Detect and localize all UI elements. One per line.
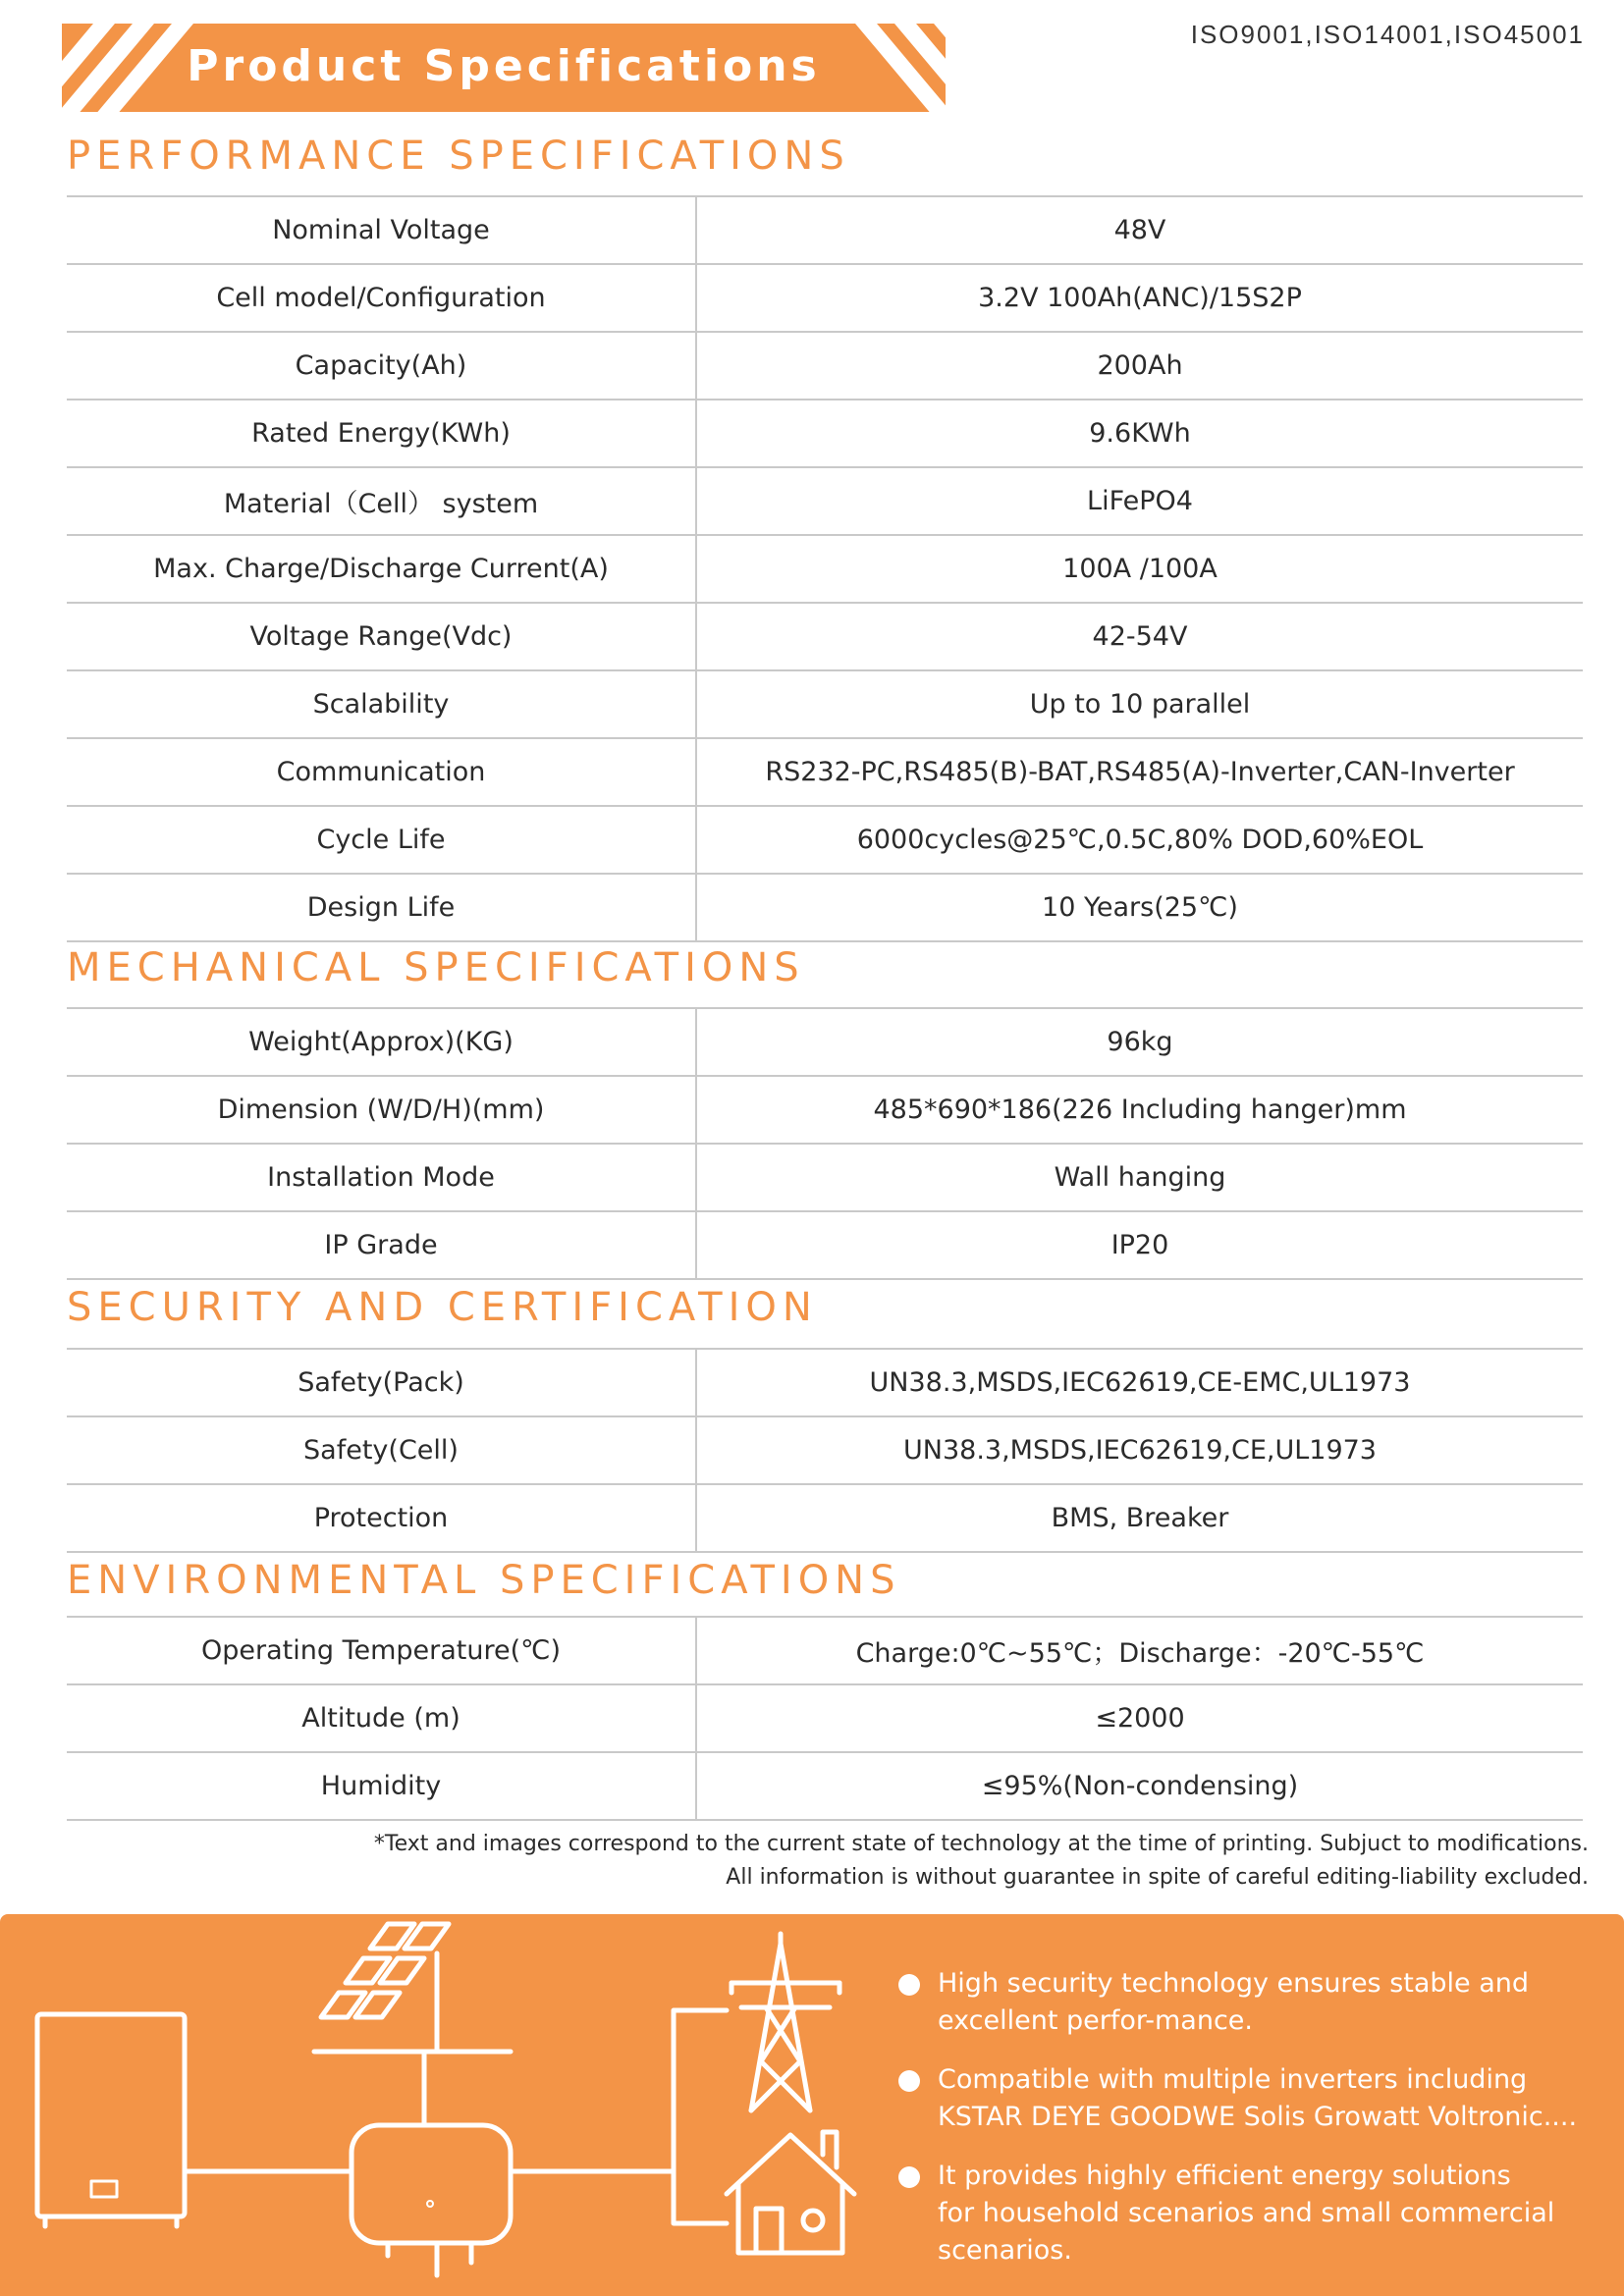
table-row (67, 1684, 1583, 1752)
table-row (67, 806, 1583, 874)
table-row (67, 400, 1583, 467)
table-row (67, 874, 1583, 941)
bullet-icon (898, 1974, 920, 1996)
table-row (67, 1617, 1583, 1684)
house-icon (727, 2132, 854, 2253)
spec-value: 100A /100A (696, 535, 1583, 603)
spec-value: 3.2V 100Ah(ANC)/15S2P (696, 264, 1583, 332)
spec-value: UN38.3,MSDS,IEC62619,CE-EMC,UL1973 (696, 1349, 1583, 1416)
spec-value: BMS, Breaker (696, 1484, 1583, 1552)
spec-value: 96kg (696, 1008, 1583, 1076)
features-list (898, 1965, 1605, 2291)
spec-label: Installation Mode (67, 1144, 696, 1211)
spec-label: Dimension (W/D/H)(mm) (67, 1076, 696, 1144)
power-tower-icon (731, 1934, 839, 2110)
feature-text: It provides highly efficient energy solutions (938, 2161, 1511, 2191)
section-title-security: SECURITY AND CERTIFICATION (67, 1285, 818, 1330)
spec-value: Wall hanging (696, 1144, 1583, 1211)
security-spec-table (67, 1348, 1583, 1553)
list-item (898, 2061, 1605, 2136)
performance-spec-table (67, 195, 1583, 942)
feature-text: KSTAR DEYE GOODWE Solis Growatt Voltronic.... (938, 2102, 1578, 2132)
spec-label: Voltage Range(Vdc) (67, 603, 696, 670)
spec-label: Altitude (m) (67, 1684, 696, 1752)
list-item (898, 2158, 1605, 2269)
spec-label: Cycle Life (67, 806, 696, 874)
disclaimer-line-2: All information is without guarantee in spite of careful editing-liability excluded. (726, 1865, 1589, 1890)
spec-value: Up to 10 parallel (696, 670, 1583, 738)
spec-value: 485*690*186(226 Including hanger)mm (696, 1076, 1583, 1144)
spec-label: Max. Charge/Discharge Current(A) (67, 535, 696, 603)
spec-value: IP20 (696, 1211, 1583, 1279)
spec-value: 10 Years(25℃) (696, 874, 1583, 941)
battery-cabinet-icon (37, 2014, 185, 2226)
spec-label: Cell model/Configuration (67, 264, 696, 332)
table-row (67, 1076, 1583, 1144)
spec-value: 9.6KWh (696, 400, 1583, 467)
table-row (67, 467, 1583, 535)
spec-label: Humidity (67, 1752, 696, 1820)
spec-label: Scalability (67, 670, 696, 738)
solar-panel-icon (314, 1924, 511, 2125)
table-row (67, 738, 1583, 806)
spec-value: ≤2000 (696, 1684, 1583, 1752)
table-row (67, 603, 1583, 670)
spec-label: Material（Cell） system (67, 467, 696, 535)
spec-value: ≤95%(Non-condensing) (696, 1752, 1583, 1820)
inverter-icon (352, 2125, 511, 2275)
bullet-icon (898, 2070, 920, 2092)
feature-text: High security technology ensures stable and (938, 1968, 1530, 1999)
spec-label: Safety(Cell) (67, 1416, 696, 1484)
spec-value: 200Ah (696, 332, 1583, 400)
table-row (67, 332, 1583, 400)
bullet-icon (898, 2166, 920, 2188)
table-row (67, 1484, 1583, 1552)
table-row (67, 264, 1583, 332)
disclaimer-line-1: *Text and images correspond to the current state of technology at the time of printing. Subjuct to modifications. (373, 1832, 1589, 1856)
table-row (67, 1008, 1583, 1076)
spec-value: UN38.3,MSDS,IEC62619,CE,UL1973 (696, 1416, 1583, 1484)
spec-label: IP Grade (67, 1211, 696, 1279)
table-row (67, 1144, 1583, 1211)
spec-label: Weight(Approx)(KG) (67, 1008, 696, 1076)
table-row (67, 196, 1583, 264)
mechanical-spec-table (67, 1007, 1583, 1280)
spec-label: Design Life (67, 874, 696, 941)
spec-value: 42-54V (696, 603, 1583, 670)
feature-text: for household scenarios and small commercial (938, 2198, 1555, 2228)
energy-system-illustration (0, 1914, 884, 2296)
section-title-environmental: ENVIRONMENTAL SPECIFICATIONS (67, 1558, 901, 1603)
spec-label: Nominal Voltage (67, 196, 696, 264)
feature-text: excellent perfor-mance. (938, 2005, 1253, 2036)
spec-value: 48V (696, 196, 1583, 264)
table-row (67, 1349, 1583, 1416)
spec-label: Protection (67, 1484, 696, 1552)
environmental-spec-table (67, 1616, 1583, 1821)
table-row (67, 1416, 1583, 1484)
features-panel (0, 1914, 1624, 2296)
spec-label: Rated Energy(KWh) (67, 400, 696, 467)
spec-value: Charge:0℃~55℃；Discharge：-20℃-55℃ (696, 1617, 1583, 1684)
spec-label: Safety(Pack) (67, 1349, 696, 1416)
spec-label: Communication (67, 738, 696, 806)
spec-value: RS232-PC,RS485(B)-BAT,RS485(A)-Inverter,CAN-Inverter (696, 738, 1583, 806)
table-row (67, 1211, 1583, 1279)
page-title: Product Specifications (187, 41, 821, 91)
header-banner (62, 24, 946, 112)
spec-label: Capacity(Ah) (67, 332, 696, 400)
list-item (898, 1965, 1605, 2040)
section-title-mechanical: MECHANICAL SPECIFICATIONS (67, 945, 805, 990)
spec-value: 6000cycles@25℃,0.5C,80% DOD,60%EOL (696, 806, 1583, 874)
feature-text: scenarios. (938, 2235, 1072, 2266)
feature-text: Compatible with multiple inverters including (938, 2064, 1528, 2095)
certifications: ISO9001,ISO14001,ISO45001 (1190, 20, 1585, 49)
table-row (67, 1752, 1583, 1820)
table-row (67, 535, 1583, 603)
table-row (67, 670, 1583, 738)
spec-label: Operating Temperature(℃) (67, 1617, 696, 1684)
section-title-performance: PERFORMANCE SPECIFICATIONS (67, 133, 850, 179)
spec-value: LiFePO4 (696, 467, 1583, 535)
